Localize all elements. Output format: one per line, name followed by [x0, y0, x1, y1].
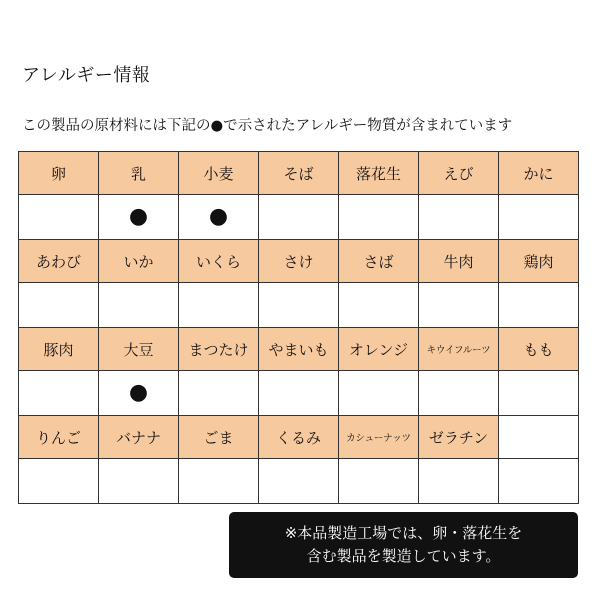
- allergen-mark-cell: [179, 371, 259, 416]
- allergen-label: やまいも: [259, 328, 339, 371]
- allergen-label: かに: [499, 152, 579, 195]
- allergen-mark-cell: [499, 371, 579, 416]
- allergen-mark-cell: [339, 283, 419, 328]
- notice-line-1: ※本品製造工場では、卵・落花生を: [284, 524, 523, 542]
- allergen-label: 牛肉: [419, 240, 499, 283]
- table-row-marks: [19, 371, 579, 416]
- allergen-label: 大豆: [99, 328, 179, 371]
- allergen-label: 落花生: [339, 152, 419, 195]
- allergen-table: [18, 151, 579, 504]
- allergen-mark-cell: [259, 459, 339, 504]
- table-row-labels: [19, 152, 579, 195]
- allergen-mark-cell: [419, 371, 499, 416]
- allergen-label: くるみ: [259, 416, 339, 459]
- allergen-mark-cell: [19, 283, 99, 328]
- table-row-marks: [19, 195, 579, 240]
- table-row-marks: [19, 283, 579, 328]
- allergen-mark-cell: [19, 459, 99, 504]
- allergen-mark-cell: [339, 459, 419, 504]
- allergen-mark-cell: [99, 459, 179, 504]
- allergen-label: りんご: [19, 416, 99, 459]
- allergen-mark-cell: [419, 283, 499, 328]
- allergen-label: まつたけ: [179, 328, 259, 371]
- allergen-label: いか: [99, 240, 179, 283]
- allergen-mark-cell: [499, 283, 579, 328]
- allergen-label: カシューナッツ: [339, 416, 419, 459]
- allergen-mark-cell: [99, 283, 179, 328]
- allergen-mark-cell: [339, 195, 419, 240]
- allergen-mark-cell: [19, 371, 99, 416]
- table-row-marks: [19, 459, 579, 504]
- allergen-mark-cell: [259, 195, 339, 240]
- table-row-labels: [19, 328, 579, 371]
- allergen-label: 乳: [99, 152, 179, 195]
- allergen-mark-cell: [419, 459, 499, 504]
- allergen-label: オレンジ: [339, 328, 419, 371]
- allergen-label: えび: [419, 152, 499, 195]
- allergen-label: キウイフルーツ: [419, 328, 499, 371]
- allergen-mark-cell: [259, 371, 339, 416]
- allergen-label: あわび: [19, 240, 99, 283]
- factory-notice: [229, 512, 578, 578]
- allergen-mark-cell: ●: [99, 195, 179, 240]
- table-row-labels: [19, 416, 579, 459]
- allergen-mark-cell: ●: [179, 195, 259, 240]
- allergen-label: 小麦: [179, 152, 259, 195]
- allergen-label: さば: [339, 240, 419, 283]
- allergen-mark-cell: [179, 283, 259, 328]
- allergen-mark-cell: [499, 195, 579, 240]
- allergen-label: 鶏肉: [499, 240, 579, 283]
- allergen-label: さけ: [259, 240, 339, 283]
- allergen-label-empty: [499, 416, 579, 459]
- allergen-label: いくら: [179, 240, 259, 283]
- allergen-label: 豚肉: [19, 328, 99, 371]
- allergen-mark-cell: [339, 371, 419, 416]
- allergen-label: もも: [499, 328, 579, 371]
- allergen-mark-cell: [179, 459, 259, 504]
- notice-line-2: 含む製品を製造しています。: [306, 547, 501, 565]
- table-row-labels: [19, 240, 579, 283]
- allergen-mark-cell: [419, 195, 499, 240]
- allergen-mark-cell: [259, 283, 339, 328]
- allergen-mark-cell: ●: [99, 371, 179, 416]
- page-title: アレルギー情報: [22, 65, 151, 86]
- allergen-mark-cell: [499, 459, 579, 504]
- allergen-label: 卵: [19, 152, 99, 195]
- allergen-label: バナナ: [99, 416, 179, 459]
- allergen-mark-cell: [19, 195, 99, 240]
- allergen-label: そば: [259, 152, 339, 195]
- allergen-label: ゼラチン: [419, 416, 499, 459]
- allergen-label: ごま: [179, 416, 259, 459]
- intro-text: この製品の原材料には下記の●で示されたアレルギー物質が含まれています: [22, 118, 513, 134]
